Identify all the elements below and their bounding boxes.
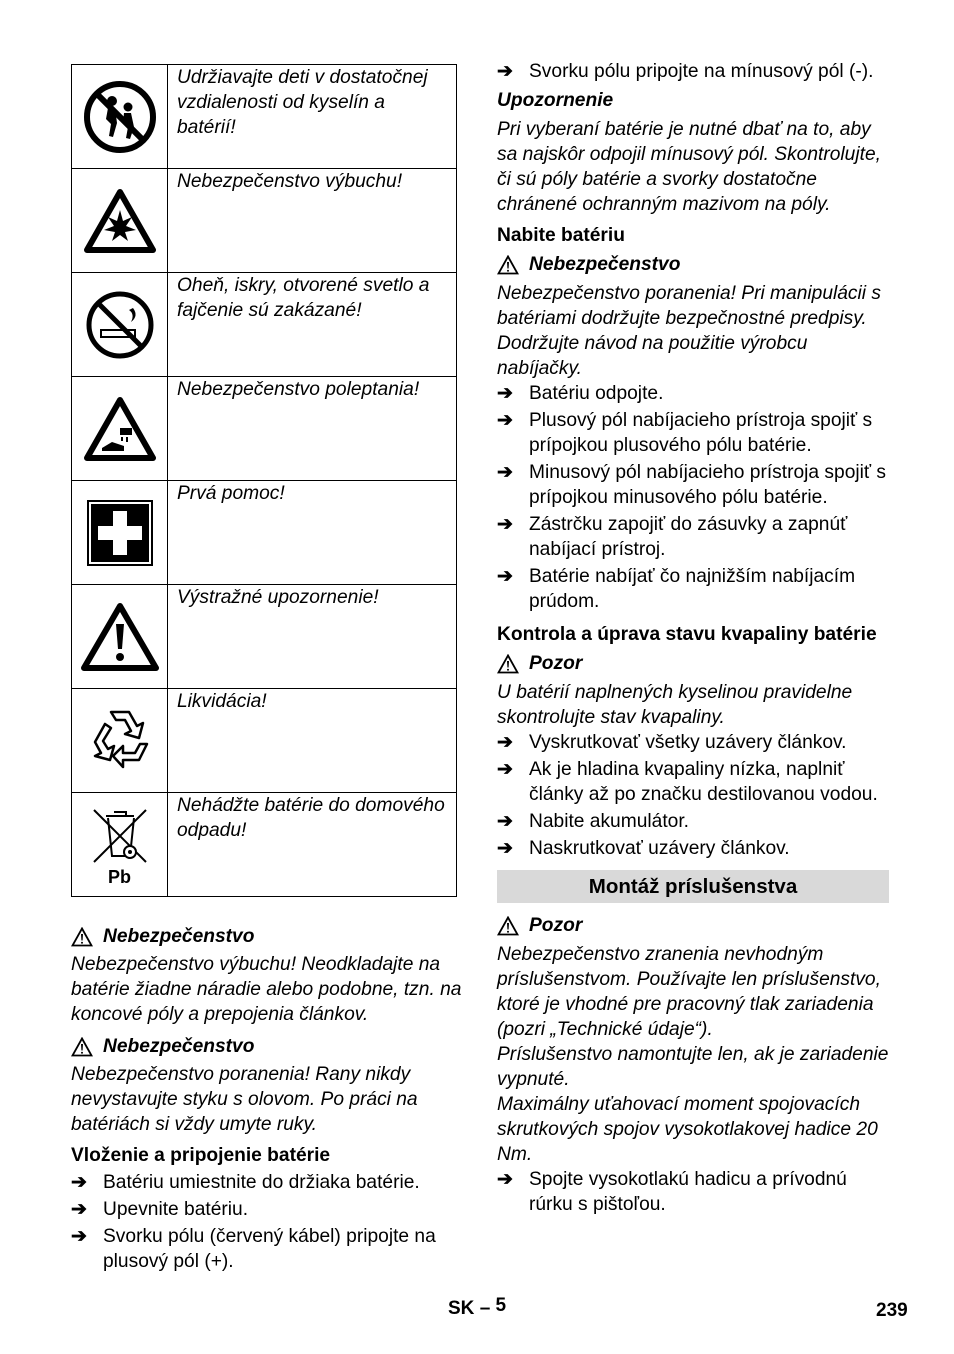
- warning-text: Nebezpečenstvo poranenia! Pri manipulácii s batériami dodržujte bezpečnostné predpisy. Dodržujte návod na použitie výrobcu nabíjačky.: [497, 283, 881, 379]
- warning-heading: Pozor: [497, 913, 889, 938]
- list-item: ➔ Svorku pólu pripojte na mínusový pól (-).: [497, 61, 874, 82]
- section-title-band: Montáž príslušenstva: [497, 870, 889, 903]
- footer-section-marker: SK – 5: [448, 1295, 507, 1319]
- bin-label: Pb: [107, 866, 131, 887]
- symbol-row: [72, 65, 457, 169]
- list-item: ➔ Vyskrutkovať všetky uzávery článkov.: [497, 732, 847, 753]
- symbol-row: [72, 689, 457, 793]
- arrow-icon: ➔: [497, 732, 514, 753]
- warning-text: Nebezpečenstvo zranenia nevhodným príslušenstvom. Používajte len príslušenstvo, ktoré je vhodné pre pracovný tlak zariadenia (pozri „Technické údaje“).: [497, 944, 881, 1040]
- symbol-description: Oheň, iskry, otvorené svetlo a fajčenie sú zakázané!: [168, 273, 457, 377]
- warning-text: Príslušenstvo namontujte len, ak je zariadenie vypnuté.: [497, 1044, 889, 1090]
- warning-heading: Pozor: [497, 651, 889, 676]
- warning-triangle-icon: [497, 654, 519, 674]
- list-item: ➔ Zástrčku zapojiť do zásuvky a zapnúť nabíjací prístroj.: [497, 514, 848, 560]
- list-item: ➔ Plusový pól nabíjacieho prístroja spojiť s prípojkou plusového pólu batérie.: [497, 410, 873, 456]
- arrow-icon: ➔: [71, 1199, 88, 1220]
- warning-text: Nebezpečenstvo poranenia! Rany nikdy nevystavujte styku s olovom. Po práci na batériách si vždy umyte ruky.: [71, 1064, 418, 1135]
- warning-text: Nebezpečenstvo výbuchu! Neodkladajte na batérie žiadne náradie alebo podobne, tzn. na koncové póly a prepojenia článkov.: [71, 954, 462, 1025]
- warning-text: U batérií naplnených kyselinou pravidelne skontrolujte stav kvapaliny.: [497, 682, 853, 728]
- step-list: [71, 1170, 463, 1274]
- arrow-icon: ➔: [497, 514, 514, 535]
- arrow-icon: ➔: [71, 1226, 88, 1247]
- symbol-description: Likvidácia!: [168, 689, 457, 793]
- symbol-description: Prvá pomoc!: [168, 481, 457, 585]
- list-item: ➔ Ak je hladina kvapaliny nízka, naplniť články až po značku destilovanou vodou.: [497, 759, 878, 805]
- warning-heading: Nebezpečenstvo: [71, 1034, 463, 1059]
- general-warning-icon: [81, 602, 159, 672]
- section-heading: Nabite batériu: [497, 225, 625, 246]
- list-item: ➔ Batériu odpojte.: [497, 383, 664, 404]
- warning-heading: Nebezpečenstvo: [497, 252, 889, 277]
- crossed-bin-icon: [88, 804, 152, 866]
- symbol-description: Nehádžte batérie do domového odpadu!: [168, 793, 457, 897]
- symbol-description: Nebezpečenstvo výbuchu!: [168, 169, 457, 273]
- list-item: ➔ Spojte vysokotlakú hadicu a prívodnú rúrku s pištoľou.: [497, 1169, 847, 1215]
- list-item: ➔ Svorku pólu (červený kábel) pripojte na plusový pól (+).: [71, 1226, 436, 1272]
- arrow-icon: ➔: [497, 811, 514, 832]
- symbol-row: [72, 169, 457, 273]
- warning-triangle-icon: [497, 916, 519, 936]
- list-item: ➔ Minusový pól nabíjacieho prístroja spojiť s prípojkou minusového pólu batérie.: [497, 462, 887, 508]
- no-children-icon: [82, 79, 158, 155]
- arrow-icon: ➔: [497, 61, 514, 82]
- corrosive-warning-icon: [84, 396, 156, 462]
- arrow-icon: ➔: [497, 1169, 514, 1190]
- symbol-description: Udržiavajte deti v dostatočnej vzdialenosti od kyselín a batérií!: [168, 65, 457, 169]
- step-list: [497, 730, 889, 861]
- symbol-description: Nebezpečenstvo poleptania!: [168, 377, 457, 481]
- list-item: ➔ Batérie nabíjať čo najnižším nabíjacím prúdom.: [497, 566, 856, 612]
- symbol-row: [72, 273, 457, 377]
- symbol-row: [72, 793, 457, 897]
- note-text: Pri vyberaní batérie je nutné dbať na to, aby sa najskôr odpojil mínusový pól. Skontrolujte, či sú póly batérie a svorky dostatočne chránené ochranným mazivom na póly.: [497, 119, 881, 215]
- step-list: [497, 59, 889, 84]
- safety-symbol-table: [71, 64, 457, 897]
- symbol-row: [72, 377, 457, 481]
- arrow-icon: ➔: [71, 1172, 88, 1193]
- list-item: ➔ Nabite akumulátor.: [497, 811, 689, 832]
- symbol-description: Výstražné upozornenie!: [168, 585, 457, 689]
- list-item: ➔ Upevnite batériu.: [71, 1199, 249, 1220]
- page-number: 239: [876, 1300, 908, 1321]
- symbol-row: [72, 585, 457, 689]
- explosion-warning-icon: [84, 188, 156, 254]
- list-item: ➔ Batériu umiestnite do držiaka batérie.: [71, 1172, 420, 1193]
- warning-triangle-icon: [71, 1037, 93, 1057]
- warning-heading: Nebezpečenstvo: [71, 924, 463, 949]
- recycling-icon: [83, 706, 157, 776]
- note-heading: Upozornenie: [497, 90, 614, 111]
- right-column-text: [497, 59, 889, 1217]
- arrow-icon: ➔: [497, 383, 514, 404]
- first-aid-icon: [86, 499, 154, 567]
- section-heading: Vloženie a pripojenie batérie: [71, 1145, 331, 1166]
- arrow-icon: ➔: [497, 410, 514, 431]
- arrow-icon: ➔: [497, 838, 514, 859]
- arrow-icon: ➔: [497, 759, 514, 780]
- list-item: ➔ Naskrutkovať uzávery článkov.: [497, 838, 790, 859]
- warning-triangle-icon: [71, 927, 93, 947]
- step-list: [497, 381, 889, 614]
- arrow-icon: ➔: [497, 566, 514, 587]
- arrow-icon: ➔: [497, 462, 514, 483]
- section-heading: Kontrola a úprava stavu kvapaliny batérie: [497, 624, 877, 645]
- no-smoking-fire-icon: [85, 290, 155, 360]
- warning-text: Maximálny uťahovací moment spojovacích skrutkových spojov vysokotlakovej hadice 20 Nm.: [497, 1094, 878, 1165]
- left-column-text: [71, 924, 463, 1274]
- warning-triangle-icon: [497, 255, 519, 275]
- step-list: [497, 1167, 889, 1217]
- symbol-row: [72, 481, 457, 585]
